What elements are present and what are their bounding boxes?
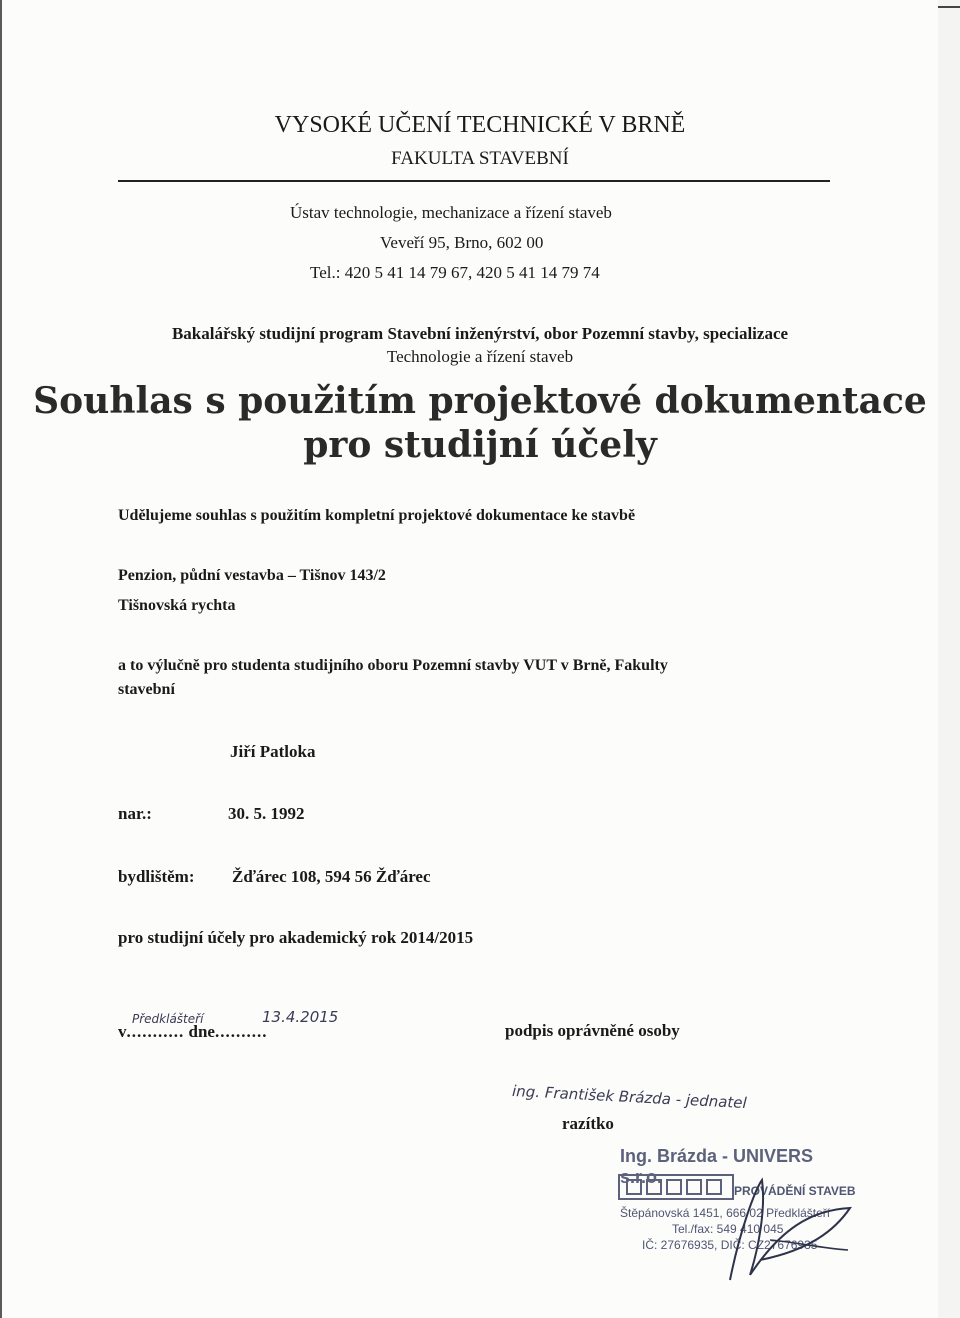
- born-label: nar.:: [118, 804, 152, 823]
- institute-phone: Tel.: 420 5 41 14 79 67, 420 5 41 14 79 74: [310, 263, 600, 282]
- program-line-2: Technologie a řízení staveb: [386, 347, 574, 366]
- program-line-1: Bakalářský studijní program Stavební inženýrství, obor Pozemní stavby, specializace: [171, 324, 789, 343]
- stamp-phone: Tel./fax: 549 410 045: [672, 1222, 784, 1236]
- institute-name: Ústav technologie, mechanizace a řízení staveb: [290, 203, 612, 222]
- scan-right-margin: [938, 0, 960, 1318]
- stamp-company-name: Ing. Brázda - UNIVERS s.r.o.: [620, 1146, 814, 1187]
- header-rule: [118, 180, 830, 182]
- project-subname: Tišnovská rychta: [118, 597, 236, 614]
- student-text-line-1: a to výlučně pro studenta studijního oboru Pozemní stavby VUT v Brně, Fakulty: [118, 657, 668, 674]
- signatory-label: podpis oprávněné osoby: [505, 1021, 680, 1040]
- university-name: VYSOKÉ UČENÍ TECHNICKÉ V BRNĚ: [274, 112, 686, 138]
- stamp-street: Štěpánovská 1451, 666 02 Předklášteří: [620, 1206, 831, 1220]
- handwritten-signatory-name: ing. František Brázda - jednatel: [511, 1081, 748, 1113]
- signature-scribble: [700, 1170, 860, 1290]
- consent-text: Udělujeme souhlas s použitím kompletní projektové dokumentace ke stavbě: [118, 507, 636, 524]
- document-title-line-1: Souhlas s použitím projektové dokumentace: [33, 380, 927, 422]
- residence-label: bydlištěm:: [118, 867, 195, 886]
- stamp-ids: IČ: 27676935, DIČ: CZ27676935: [642, 1238, 818, 1252]
- handwritten-date: 13.4.2015: [262, 1008, 339, 1026]
- document-title-line-2: pro studijní účely: [303, 424, 657, 466]
- date-label: dne: [188, 1022, 215, 1041]
- purpose-text: pro studijní účely pro akademický rok 2014/2015: [118, 928, 474, 947]
- place-dots: ...........: [126, 1022, 185, 1041]
- place-prefix: v: [118, 1022, 127, 1041]
- project-name: Penzion, půdní vestavba – Tišnov 143/2: [118, 567, 386, 584]
- faculty-name: FAKULTA STAVEBNÍ: [391, 148, 569, 169]
- scan-left-edge: [0, 0, 2, 1318]
- student-text-line-2: stavební: [118, 681, 175, 698]
- institute-address: Veveří 95, Brno, 602 00: [380, 233, 544, 252]
- student-name: Jiří Patloka: [230, 742, 316, 761]
- stamp-label: razítko: [562, 1114, 614, 1133]
- date-dots: ..........: [214, 1022, 268, 1041]
- born-date: 30. 5. 1992: [228, 804, 305, 823]
- scan-corner-mark: [938, 6, 960, 8]
- handwritten-place: Předklášteří: [132, 1012, 204, 1026]
- residence-address: Žďárec 108, 594 56 Žďárec: [232, 867, 431, 886]
- stamp-division: PROVÁDĚNÍ STAVEB: [734, 1184, 856, 1198]
